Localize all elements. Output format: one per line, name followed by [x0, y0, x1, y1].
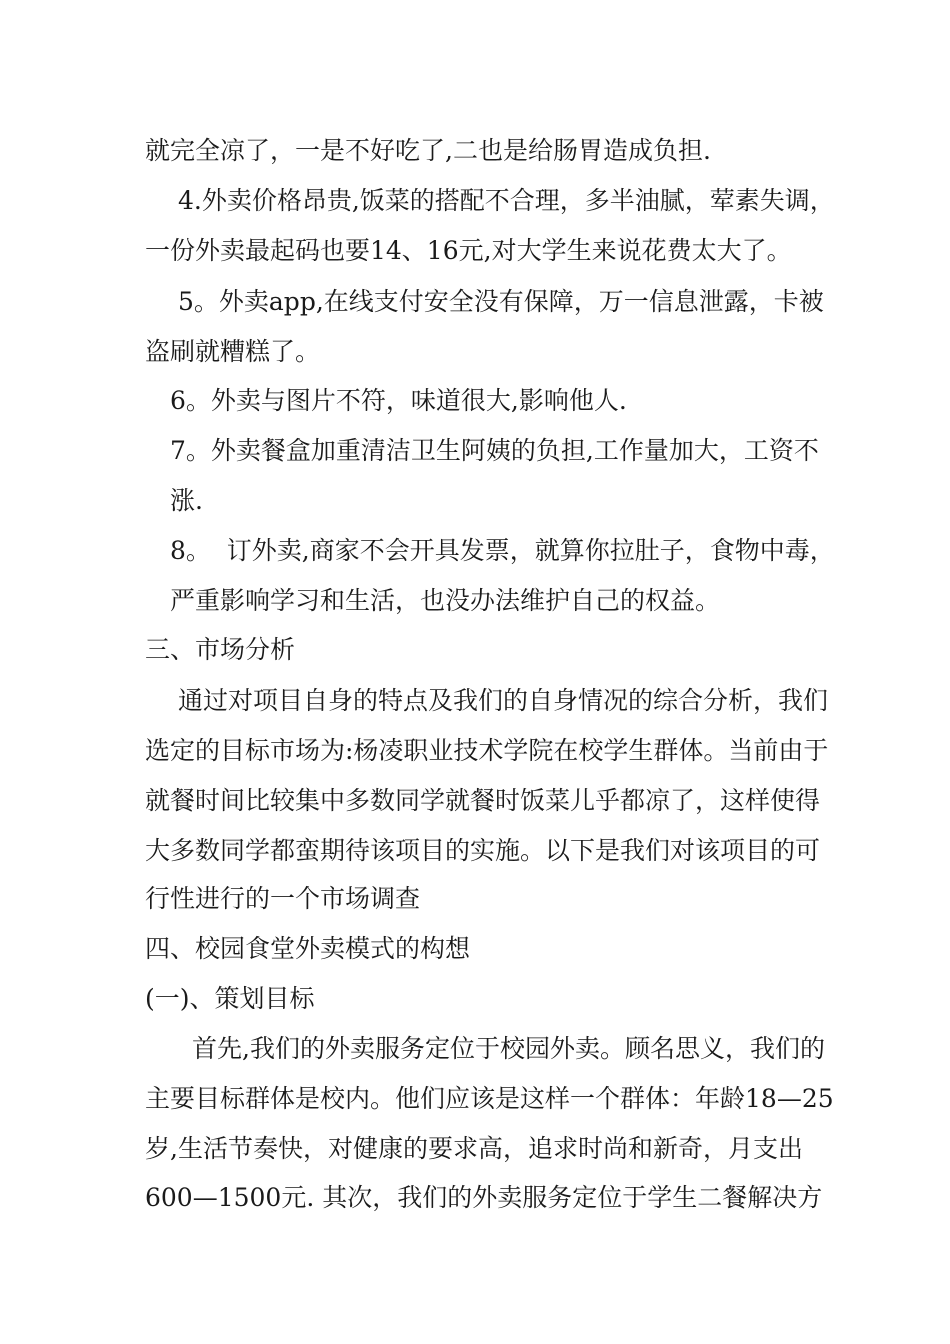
text-line: 就完全凉了，一是不好吃了,二也是给肠胃造成负担.	[145, 136, 711, 165]
text-line: 首先,我们的外卖服务定位于校园外卖。顾名思义，我们的	[192, 1034, 825, 1063]
text-line: 选定的目标市场为:杨凌职业技术学院在校学生群体。当前由于	[145, 736, 829, 765]
text-line: 7。外卖餐盒加重清洁卫生阿姨的负担,工作量加大，工资不	[170, 436, 819, 465]
text-line: 通过对项目自身的特点及我们的自身情况的综合分析，我们	[178, 686, 829, 715]
section-heading: 四、校园食堂外卖模式的构想	[145, 934, 471, 963]
text-line: 一份外卖最起码也要14、16元,对大学生来说花费太大了。	[145, 236, 792, 265]
text-line: 600—1500元. 其次，我们的外卖服务定位于学生二餐解决方	[145, 1183, 823, 1212]
text-line: 主要目标群体是校内。他们应该是这样一个群体：年龄18—25	[145, 1084, 834, 1113]
text-line: 大多数同学都蛮期待该项目的实施。以下是我们对该项目的可	[145, 836, 821, 865]
text-line: 岁,生活节奏快，对健康的要求高，追求时尚和新奇，月支出	[145, 1134, 803, 1163]
text-line: 行性进行的一个市场调查	[145, 884, 421, 913]
section-heading: 三、市场分析	[145, 635, 296, 664]
text-line: 8。 订外卖,商家不会开具发票，就算你拉肚子，食物中毒，	[170, 536, 835, 565]
text-line: 6。外卖与图片不符，味道很大,影响他人.	[170, 386, 627, 415]
subsection-heading: (一)、策划目标	[145, 984, 315, 1013]
text-line: 就餐时间比较集中多数同学就餐时饭菜儿乎都凉了，这样使得	[145, 786, 821, 815]
text-line: 严重影响学习和生活，也没办法维护自己的权益。	[170, 586, 721, 615]
text-line: 涨.	[170, 486, 203, 515]
text-line: 4.外卖价格昂贵,饭菜的搭配不合理，多半油腻，荤素失调，	[178, 186, 835, 215]
text-line: 5。外卖app,在线支付安全没有保障，万一信息泄露，卡被	[178, 287, 824, 316]
text-line: 盗刷就糟糕了。	[145, 337, 321, 366]
